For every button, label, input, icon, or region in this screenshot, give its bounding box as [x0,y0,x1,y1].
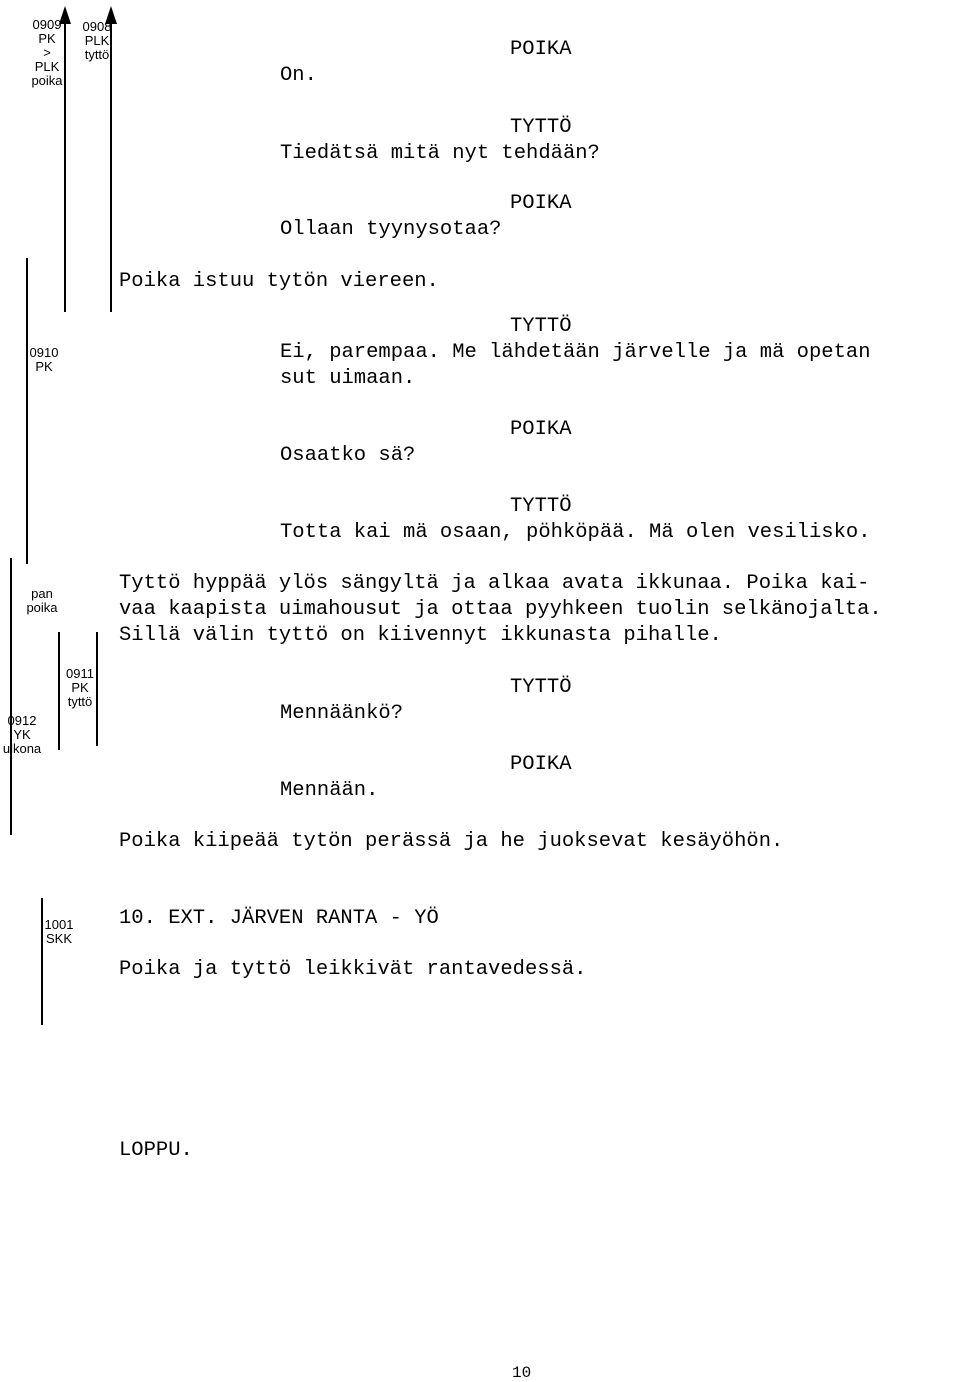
action-line: Tyttö hyppää ylös sängyltä ja alkaa avata ikkunaa. Poika kai- [119,572,870,595]
annotation-0909: 0909 PK > PLK poika [31,17,63,88]
action-line: Poika kiipeää tytön perässä ja he juoksevat kesäyöhön. [119,830,784,853]
dialogue-line: Mennäänkö? [280,702,404,725]
scene-heading: 10. EXT. JÄRVEN RANTA - YÖ [119,907,439,930]
character-cue: TYTTÖ [510,116,572,139]
page-number: 10 [512,1364,532,1382]
dialogue-line: Tiedätsä mitä nyt tehdään? [280,142,600,165]
annotation-1001: 1001 SKK [44,917,74,946]
character-cue: POIKA [510,192,572,215]
annotation-0912: 0912 YK ulkona [2,713,42,756]
annotation-0908: 0908 PLK tyttö [82,19,112,62]
dialogue-line: Totta kai mä osaan, pöhköpää. Mä olen vesilisko. [280,521,871,544]
action-line: vaa kaapista uimahousut ja ottaa pyyhkeen tuolin selkänojalta. [119,598,882,621]
character-cue: POIKA [510,418,572,441]
dialogue-line: Mennään. [280,779,379,802]
action-line: Poika ja tyttö leikkivät rantavedessä. [119,958,587,981]
dialogue-line: On. [280,64,317,87]
annotation-0910: 0910 PK [29,345,59,374]
dialogue-line: sut uimaan. [280,367,416,390]
annotation-pan: pan poika [26,586,58,615]
action-line: Sillä välin tyttö on kiivennyt ikkunasta pihalle. [119,624,722,647]
dialogue-line: Ei, parempaa. Me lähdetään järvelle ja mä opetan [280,341,871,364]
dialogue-line: Ollaan tyynysotaa? [280,218,502,241]
character-cue: POIKA [510,753,572,776]
action-line: Poika istuu tytön viereen. [119,270,439,293]
character-cue: TYTTÖ [510,495,572,518]
end-marker: LOPPU. [119,1139,193,1162]
character-cue: POIKA [510,38,572,61]
annotation-0911: 0911 PK tyttö [66,666,94,709]
dialogue-line: Osaatko sä? [280,444,416,467]
character-cue: TYTTÖ [510,676,572,699]
character-cue: TYTTÖ [510,315,572,338]
